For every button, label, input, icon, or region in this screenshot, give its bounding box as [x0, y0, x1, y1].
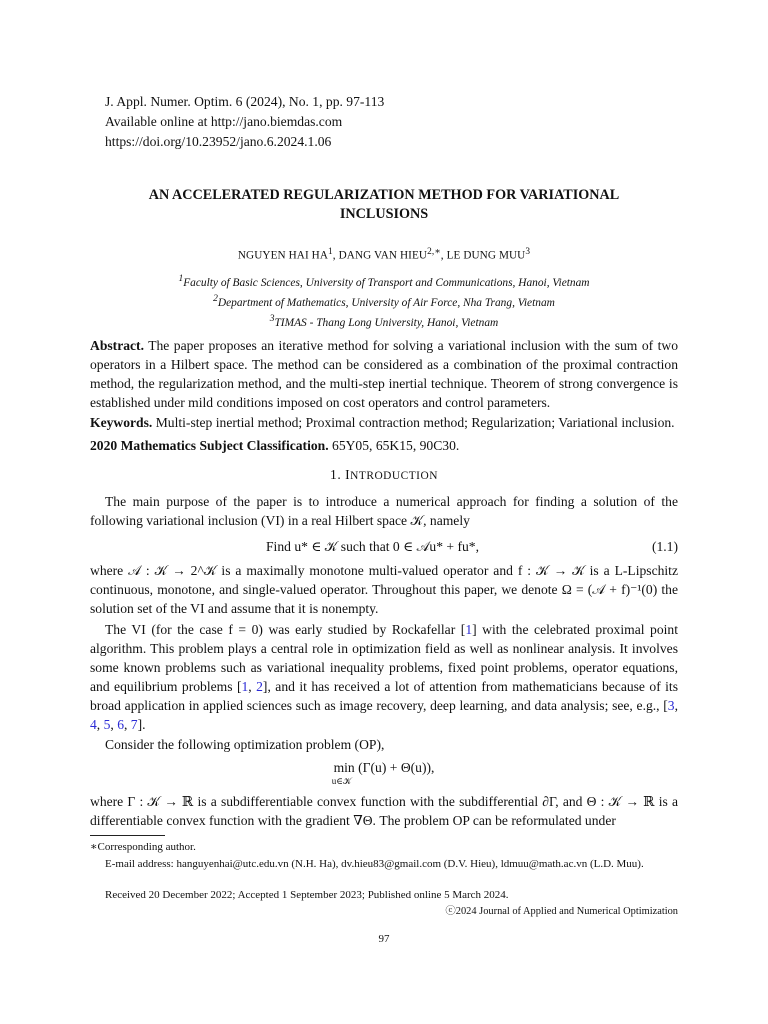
- affiliation-sup: 2: [213, 293, 218, 304]
- text-run: ] with the celebrated proximal point algorithm. This problem plays a central role in optimization field as well as nonlinear analysis. It involves some known problems such as variational inequality problems, fixed point problems, operator equations, and equilibrium problems [: [90, 622, 678, 694]
- text-run: ,: [123, 717, 131, 732]
- journal-header: [105, 92, 384, 152]
- author-name: NGUYEN HAI HA: [237, 249, 329, 262]
- affiliation: [90, 291, 678, 311]
- keywords-text: Multi-step inertial method; Proximal contraction method; Regularization; Variational inclusion.: [152, 415, 675, 430]
- page-number: 97: [378, 933, 390, 945]
- equation-text: Find u* ∈ 𝒦 such that 0 ∈ 𝒜u* + fu*,: [266, 539, 479, 554]
- paragraph: where Γ : 𝒦 → ℝ is a subdifferentiable convex function with the subdifferential ∂Γ, and Θ : 𝒦 → ℝ is a differentiable convex function with the gradient ∇Θ. The problem OP can be reformulated under: [90, 794, 678, 828]
- title-line-2: INCLUSIONS: [339, 206, 429, 222]
- author-list: [90, 245, 678, 263]
- footnote-received: Received 20 December 2022; Accepted 1 September 2023; Published online 5 March 2024.: [105, 889, 509, 901]
- citation-link[interactable]: 6: [117, 717, 124, 732]
- author-sup: 1: [328, 247, 333, 257]
- abstract-text: The paper proposes an iterative method for solving a variational inclusion with the sum of two operators in a Hilbert space. The method can be considered as a combination of the proximal contraction method, the regularization method, and the multi-step inertial technique. Theorem of strong convergence is established under mild conditions imposed on cost operators and control parameters.: [90, 338, 678, 410]
- section-heading: [90, 465, 678, 486]
- affiliation-text: TIMAS - Thang Long University, Hanoi, Vietnam: [274, 316, 499, 329]
- affiliation-sup: 1: [178, 274, 184, 284]
- citation-link[interactable]: 1: [465, 622, 473, 637]
- affiliation: [90, 271, 678, 291]
- affiliations: [90, 271, 678, 330]
- equation-number: (1.1): [651, 539, 678, 554]
- text-run: ,: [248, 679, 257, 694]
- author-name: LE DUNG MUU: [446, 249, 526, 262]
- section-number: 1.: [330, 467, 346, 482]
- paper-title: [90, 186, 678, 224]
- text-run: ,: [110, 717, 118, 732]
- text-run: The VI (for the case f = 0) was early studied by Rockafellar [: [105, 622, 466, 637]
- paragraph: [90, 620, 678, 734]
- msc-label: 2020 Mathematics Subject Classification.: [90, 438, 329, 453]
- keywords-label: Keywords.: [90, 415, 153, 430]
- paragraph: Consider the following optimization problem (OP),: [105, 737, 385, 752]
- msc-text: 65Y05, 65K15, 90C30.: [328, 438, 460, 453]
- author-sup: 3: [525, 247, 531, 257]
- author-sup: 2,∗: [427, 247, 441, 257]
- citation-link[interactable]: 3: [667, 698, 675, 713]
- text-run: ], and it has received a lot of attention from mathematicians because of its broad application in applied sciences such as image recovery, deep learning, and data analysis; see, e.g., [: [90, 679, 679, 713]
- title-line-1: AN ACCELERATED REGULARIZATION METHOD FOR VARIATIONAL: [148, 187, 620, 203]
- citation-link[interactable]: 4: [90, 717, 97, 732]
- author-sep: ,: [440, 249, 447, 262]
- citation-link[interactable]: 2: [256, 679, 263, 694]
- copyright-notice: ⓒ2024 Journal of Applied and Numerical Optimization: [445, 906, 678, 917]
- text-run: ,: [674, 698, 678, 713]
- journal-citation: J. Appl. Numer. Optim. 6 (2024), No. 1, pp. 97-113: [105, 94, 385, 109]
- text-run: ].: [137, 717, 146, 732]
- text-run: ,: [96, 717, 104, 732]
- journal-online-link[interactable]: Available online at http://jano.biemdas.com: [105, 114, 343, 129]
- msc-classification: [90, 436, 678, 455]
- footnote-email: E-mail address: hanguyenhai@utc.edu.vn (N.H. Ha), dv.hieu83@gmail.com (D.V. Hieu), ldmuu@math.ac.vn (L.D. Muu).: [105, 858, 644, 870]
- author-name: DANG VAN HIEU: [338, 249, 428, 262]
- affiliation-sup: 3: [269, 313, 275, 324]
- affiliation-text: Department of Mathematics, University of Air Force, Nha Trang, Vietnam: [217, 296, 555, 309]
- section-title-rest: NTRODUCTION: [350, 470, 438, 482]
- citation-link[interactable]: 7: [130, 717, 138, 732]
- paragraph: The main purpose of the paper is to introduce a numerical approach for finding a solution of the following variational inclusion (VI) in a real Hilbert space 𝒦, namely: [90, 494, 678, 528]
- affiliation: [90, 311, 678, 331]
- paragraph: where 𝒜 : 𝒦 → 2^𝒦 is a maximally monotone multi-valued operator and f : 𝒦 → 𝒦 is a L-Lipschitz continuous, monotone, and single-valued operator. Throughout this paper, we denote Ω = (𝒜 + f)⁻¹(0) the solution set of the VI and assume that it is nonempty.: [90, 563, 678, 616]
- equation-subscript: u∈𝒦: [331, 776, 352, 786]
- citation-link[interactable]: 1: [241, 679, 249, 694]
- abstract-label: Abstract.: [90, 338, 144, 353]
- abstract: [90, 336, 678, 412]
- optimization-equation: [90, 758, 678, 791]
- equation-body: (Γ(u) + Θ(u)),: [358, 760, 435, 775]
- author-sep: ,: [332, 249, 339, 262]
- footnote-rule: [90, 835, 165, 836]
- footnote-corresponding: ∗Corresponding author.: [90, 841, 196, 853]
- citation-link[interactable]: 5: [103, 717, 111, 732]
- equation-min: min: [333, 760, 355, 775]
- section-title-initial: I: [345, 467, 351, 482]
- journal-doi-link[interactable]: https://doi.org/10.23952/jano.6.2024.1.06: [105, 134, 332, 149]
- keywords: [90, 413, 678, 432]
- affiliation-text: Faculty of Basic Sciences, University of Transport and Communications, Hanoi, Vietnam: [183, 276, 590, 289]
